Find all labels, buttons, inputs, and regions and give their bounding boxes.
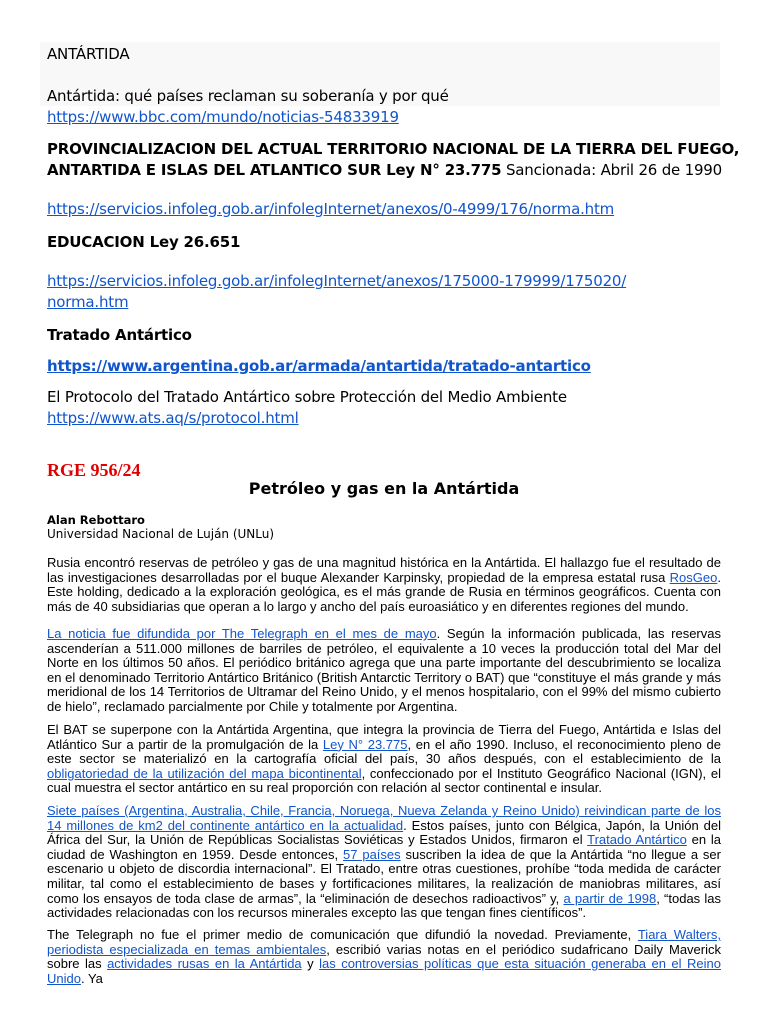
article-paragraph-2 <box>47 627 721 715</box>
paragraph-text: Rusia encontró reservas de petróleo y gas de una magnitud histórica en la Antártida. El hallazgo fue el resultado de las investigaciones desarrolladas por el buque Alexander Karpinsky, propiedad de la empresa estatal rusa <box>47 555 721 585</box>
bbc-link[interactable]: https://www.bbc.com/mundo/noticias-54833919 <box>47 108 399 126</box>
paragraph-text: . Según la información publicada, las reservas ascenderían a 511.000 millones de barriles de petróleo, el equivalente a 10 veces la producción total del Mar del Norte en los últimos 50 años. El periódico británico agrega que una parte importante del descubrimiento se localiza en el denominado Territorio Antártico Británico (British Antarctic Territory o BAT) que “constituye el más grande y más meridional de los 14 Territorios de Ultramar del Reino Unido, y el menos hospitalario, con el 99% del mismo cubierto de hielo”, reclamado parcialmente por Chile y totalmente por Argentina. <box>47 626 721 714</box>
article-author: Alan Rebottaro <box>47 513 145 527</box>
inline-link[interactable]: obligatoriedad de la utilización del mapa bicontinental <box>47 765 362 781</box>
paragraph-text: , escribió varias notas en el periódico sudafricano Daily Maverick sobre las <box>47 941 722 972</box>
inline-link[interactable]: Tiara Walters, periodista especializada en temas ambientales <box>47 927 721 957</box>
law-23775-title-line2 <box>47 161 722 179</box>
inline-link[interactable]: a partir de 1998 <box>563 890 657 906</box>
inline-link[interactable]: RosGeo <box>669 569 718 585</box>
article-paragraph-5 <box>47 928 721 986</box>
article-paragraph-1 <box>47 556 721 614</box>
inline-link[interactable]: las controversias políticas que esta situación generaba en el Reino Unido <box>47 956 721 986</box>
paragraph-text: , confeccionado por el Instituto Geográfico Nacional (IGN), el cual muestra el sector antártico en su real proporción con relación al sector continental e insular. <box>47 765 721 796</box>
bbc-caption: Antártida: qué países reclaman su soberanía y por qué <box>47 87 449 105</box>
document-heading: ANTÁRTIDA <box>47 45 130 63</box>
article-title: Petróleo y gas en la Antártida <box>248 479 520 498</box>
inline-link[interactable]: 57 países <box>343 846 401 862</box>
tratado-title: Tratado Antártico <box>47 326 192 344</box>
paragraph-text: El BAT se superpone con la Antártida Argentina, que integra la provincia de Tierra del Fuego, Antártida e Islas del Atlántico Sur a partir de la promulgación de la <box>47 722 721 752</box>
law-23775-title-line1: PROVINCIALIZACION DEL ACTUAL TERRITORIO NACIONAL DE LA TIERRA DEL FUEGO, <box>47 140 740 158</box>
article-code: RGE 956/24 <box>47 460 141 480</box>
paragraph-text: , “todas las actividades relacionadas con los recursos minerales excepto las que tengan fines científicos”. <box>47 890 721 921</box>
article-paragraph-4 <box>47 804 721 921</box>
paragraph-text: , en el año 1990. Incluso, el reconocimiento pleno de este sector se materializó en la cartografía oficial del país, 30 años después, con el establecimiento de la <box>47 736 721 767</box>
paragraph-text: y <box>301 956 320 972</box>
paragraph-text: en la ciudad de Washington en 1959. Desde entonces, <box>47 832 722 862</box>
law-26651-link-line1[interactable]: https://servicios.infoleg.gob.ar/infolegInternet/anexos/175000-179999/175020/ <box>47 272 627 290</box>
protocolo-link[interactable]: https://www.ats.aq/s/protocol.html <box>47 409 299 427</box>
article-paragraph-3 <box>47 723 721 796</box>
article-affiliation: Universidad Nacional de Luján (UNLu) <box>47 527 275 541</box>
paragraph-text: The Telegraph no fue el primer medio de comunicación que difundió la novedad. Previamente, <box>47 927 638 942</box>
tratado-link[interactable]: https://www.argentina.gob.ar/armada/antartida/tratado-antartico <box>47 357 591 375</box>
paragraph-text: suscriben la idea de que la Antártida “no llegue a ser escenario u objeto de discordia internacional”. El Tratado, entre otras cuestiones, prohíbe “toda medida de carácter militar, tal como el establecimiento de bases y fortificaciones militares, la realización de maniobras militares, así como los ensayos de toda clase de armas”, la “eliminación de desechos radioactivos” y, <box>47 846 721 906</box>
inline-link[interactable]: actividades rusas en la Antártida <box>107 956 302 972</box>
law-26651-title: EDUCACION Ley 26.651 <box>47 233 241 251</box>
paragraph-text: . Ya <box>80 970 103 986</box>
paragraph-text: . Este holding, dedicado a la exploración geológica, es el más grande de Rusia en términos geográficos. Cuenta con más de 40 subsidiarias que operan a lo largo y ancho del país euroasiático y en diferentes regiones del mundo. <box>47 569 721 614</box>
inline-link[interactable]: Tratado Antártico <box>587 832 687 848</box>
protocolo-title: El Protocolo del Tratado Antártico sobre Protección del Medio Ambiente <box>47 388 567 406</box>
paragraph-text: . Estos países, junto con Bélgica, Japón, la Unión del África del Sur, la Unión de Repúblicas Socialistas Soviéticas y Estados Unidos, firmaron el <box>47 817 721 848</box>
law-23775-title-bold: ANTARTIDA E ISLAS DEL ATLANTICO SUR Ley N° 23.775 <box>47 161 502 179</box>
law-23775-sanction-date: Sancionada: Abril 26 de 1990 <box>501 161 722 179</box>
law-23775-link[interactable]: https://servicios.infoleg.gob.ar/infolegInternet/anexos/0-4999/176/norma.htm <box>47 200 615 218</box>
inline-link[interactable]: Siete países (Argentina, Australia, Chile, Francia, Noruega, Nueva Zelanda y Reino Unido) reivindican parte de los 14 millones de km2 del continente antártico en la actualidad <box>47 803 721 833</box>
inline-link[interactable]: Ley N° 23.775 <box>322 736 408 752</box>
law-26651-link-line2[interactable]: norma.htm <box>47 293 129 311</box>
inline-link[interactable]: La noticia fue difundida por The Telegraph en el mes de mayo <box>47 626 437 641</box>
